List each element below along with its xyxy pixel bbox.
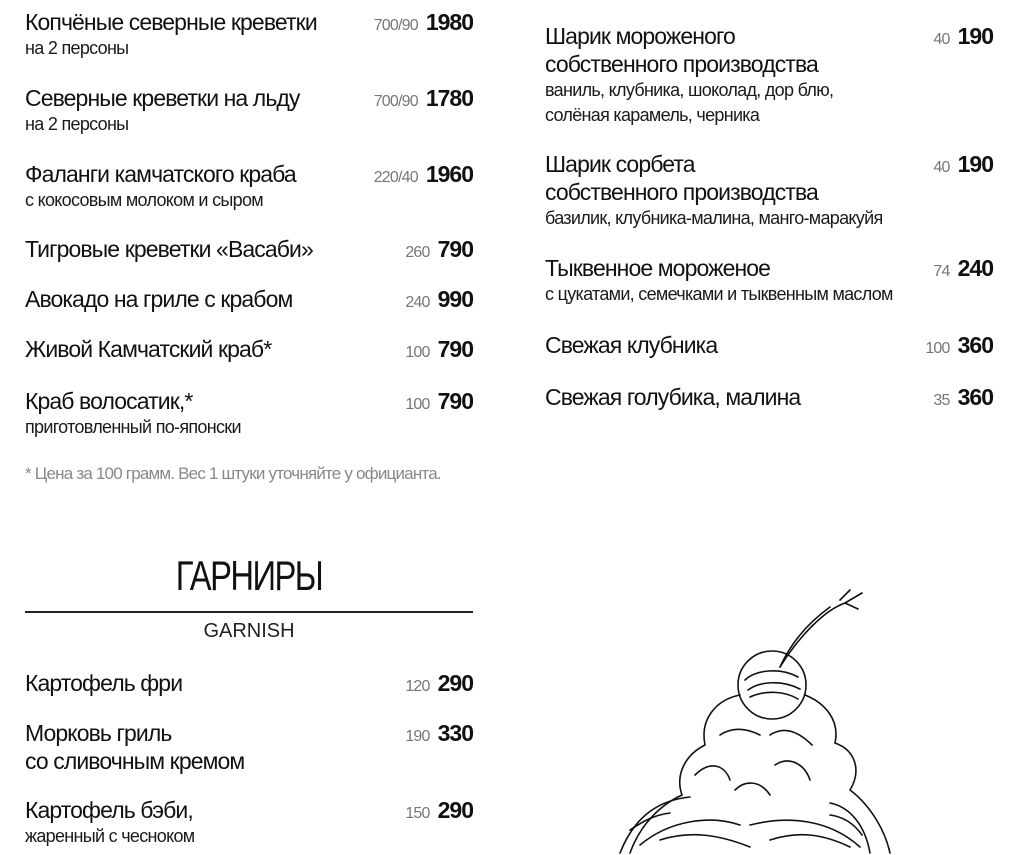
item-weight: 700/90 bbox=[373, 17, 418, 34]
item-price: 190 bbox=[957, 23, 993, 49]
item-weight: 240 bbox=[405, 294, 430, 311]
item-name: Тигровые креветки «Васаби» bbox=[25, 236, 313, 262]
ice-cream-sketch-illustration bbox=[600, 585, 900, 855]
item-description: с кокосовым молоком и сыром bbox=[25, 190, 263, 210]
item-price: 190 bbox=[957, 151, 993, 177]
item-description: с цукатами, семечками и тыквенным маслом bbox=[545, 284, 893, 304]
menu-item bbox=[545, 254, 993, 307]
item-weight: 220/40 bbox=[373, 169, 418, 186]
item-price: 790 bbox=[437, 388, 473, 414]
item-name-line2: собственного производства bbox=[545, 51, 818, 77]
item-weight: 190 bbox=[405, 728, 430, 745]
item-weight: 40 bbox=[933, 31, 950, 48]
footnote: * Цена за 100 грамм. Вес 1 штуки уточняйте у официанта. bbox=[25, 464, 441, 483]
item-description: ваниль, клубника, шоколад, дор блю, bbox=[545, 80, 834, 100]
item-name: Тыквенное мороженое bbox=[545, 255, 771, 281]
item-weight: 35 bbox=[933, 392, 950, 409]
item-description: на 2 персоны bbox=[25, 114, 129, 134]
menu-item bbox=[25, 285, 473, 313]
item-name: Морковь гриль bbox=[25, 720, 172, 746]
item-name: Живой Камчатский краб* bbox=[25, 336, 272, 362]
item-name: Шарик мороженого bbox=[545, 23, 735, 49]
item-price: 360 bbox=[957, 384, 993, 410]
item-price: 1960 bbox=[425, 161, 473, 187]
item-name: Краб волосатик,* bbox=[25, 388, 193, 414]
item-description: приготовленный по-японски bbox=[25, 417, 241, 437]
item-name: Авокадо на гриле с крабом bbox=[25, 286, 293, 312]
menu-item bbox=[545, 331, 993, 359]
item-name: Картофель бэби, bbox=[25, 797, 193, 823]
item-price: 1980 bbox=[425, 9, 473, 35]
item-description-line2: солёная карамель, черника bbox=[545, 105, 760, 125]
item-price: 330 bbox=[437, 720, 473, 746]
item-weight: 260 bbox=[405, 244, 430, 261]
item-price: 1780 bbox=[425, 85, 473, 111]
section-title: ГАРНИРЫ bbox=[175, 552, 323, 599]
item-price: 990 bbox=[437, 286, 473, 312]
item-name: Свежая клубника bbox=[545, 332, 718, 358]
item-price: 240 bbox=[957, 255, 993, 281]
menu-item bbox=[25, 796, 473, 849]
item-name: Картофель фри bbox=[25, 670, 183, 696]
item-name-line2: собственного производства bbox=[545, 179, 818, 205]
item-name: Фаланги камчатского краба bbox=[25, 161, 296, 187]
item-weight: 150 bbox=[405, 805, 430, 822]
item-name: Северные креветки на льду bbox=[25, 85, 300, 111]
item-price: 790 bbox=[437, 336, 473, 362]
item-description: жаренный с чесноком bbox=[25, 826, 195, 846]
item-name-line2: со сливочным кремом bbox=[25, 748, 245, 774]
item-weight: 74 bbox=[933, 263, 950, 280]
menu-item bbox=[25, 335, 473, 363]
section-subtitle: GARNISH bbox=[203, 620, 295, 642]
item-weight: 40 bbox=[933, 159, 950, 176]
item-description: на 2 персоны bbox=[25, 38, 129, 58]
item-price: 790 bbox=[437, 236, 473, 262]
item-weight: 100 bbox=[925, 340, 950, 357]
menu-item bbox=[25, 160, 473, 213]
item-weight: 100 bbox=[405, 344, 430, 361]
item-name: Свежая голубика, малина bbox=[545, 384, 801, 410]
item-description: базилик, клубника-малина, манго-маракуйя bbox=[545, 208, 883, 228]
item-price: 360 bbox=[957, 332, 993, 358]
item-price: 290 bbox=[437, 670, 473, 696]
menu-item bbox=[545, 150, 993, 231]
menu-item bbox=[25, 669, 473, 697]
section-divider bbox=[25, 611, 473, 613]
menu-item bbox=[25, 235, 473, 263]
menu-item bbox=[545, 383, 993, 411]
item-weight: 100 bbox=[405, 396, 430, 413]
menu-item bbox=[25, 719, 473, 775]
menu-item bbox=[25, 84, 473, 137]
item-name: Копчёные северные креветки bbox=[25, 9, 317, 35]
menu-item bbox=[25, 8, 473, 61]
menu-item bbox=[25, 387, 473, 440]
item-weight: 700/90 bbox=[373, 93, 418, 110]
item-weight: 120 bbox=[405, 678, 430, 695]
menu-item bbox=[545, 22, 993, 128]
item-name: Шарик сорбета bbox=[545, 151, 695, 177]
item-price: 290 bbox=[437, 797, 473, 823]
